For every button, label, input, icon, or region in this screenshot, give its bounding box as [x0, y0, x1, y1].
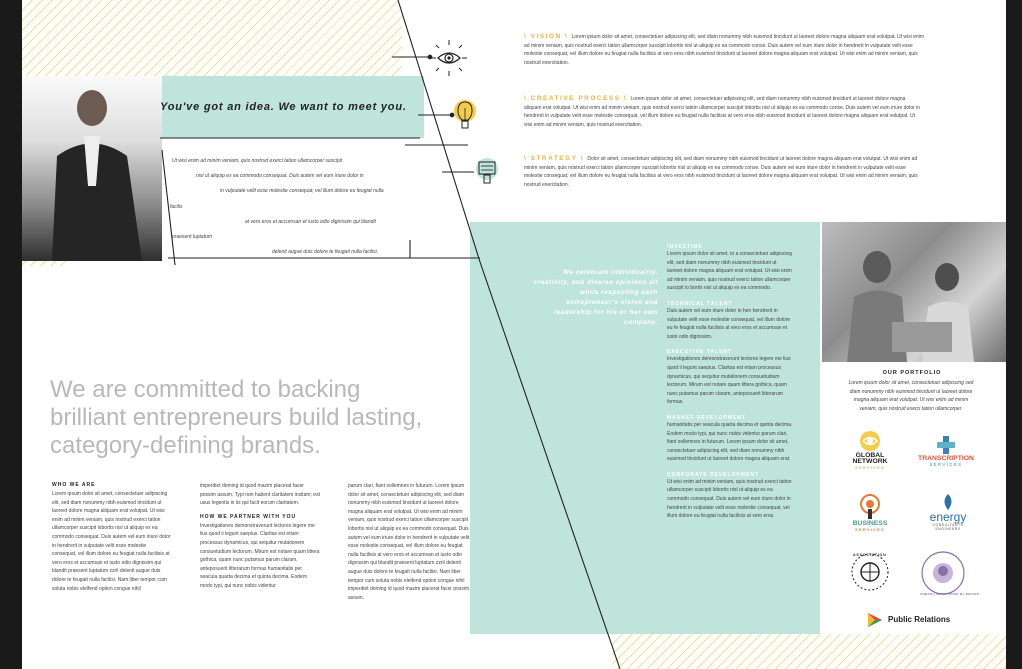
service-text-investing: Lorem ipsum dolor sit amet, to a consectetuer adipiscing elit, sed diam nonummy nibh euismod tincidunt ut laoreet dolore magna aliquam erat volutpat. Ut wisi enim ad minim veniam, quis nostrud exerci tation ullamcorper suscipit lo bortis nisl ut aliquip ex ea commodo. — [667, 251, 793, 292]
quote-text: We celebrate individuality, creativity, and diverse opinions all while respecting each entrepreneur's vision and leadership for his or her own company. — [533, 269, 658, 326]
logo-urban — [920, 550, 980, 596]
association-badge-icon — [850, 552, 890, 592]
partner-text: Investigationes demonstraverunt lectores legere me lius quod ii legunt saepius. Claritas est etiam processus dynamicus, qui sequitur mutationem consuetudium lectorum. Mirum est notare quam littera gothica, quam nunc putamus parum claram, anteposuerit litterarum formas humanitatis per seacula quarta decima et quinta decima. Eodem modo typi, qui nunc nobis videntur — [200, 522, 320, 589]
intro-line-4: facilis — [170, 204, 183, 210]
logo-global-line2: NETWORK — [852, 458, 888, 465]
logo-energy — [918, 493, 978, 531]
creative-title: CREATIVE PROCESS — [530, 95, 621, 102]
logo-association-text: ASSOCIATION — [853, 553, 887, 557]
logo-business-line1: BUSINESS — [852, 520, 888, 527]
logo-transcription — [908, 435, 984, 467]
leaf-icon — [940, 493, 956, 511]
logo-public-relations-text: Public Relations — [888, 615, 951, 624]
logo-transcription-line2: SERVICES — [929, 462, 963, 467]
service-text-technical: Duis autem vel eum iriure dolor in hen hendrerit in vulputate velit esse molestie consequat, vel illum dolore eu fe feugiat nulla facilisis at vero eros et accumsan et iusto odio dignissim. — [667, 307, 791, 340]
service-title-corporate: CORPORATE DEVELOPMENT — [667, 471, 760, 478]
strategy-section — [524, 155, 924, 189]
intro-line-2: nisl ut aliquip ex ea commodo consequat. Duis autem vel eum iriure dolor in — [196, 173, 364, 179]
strategy-title-slash: \ — [524, 155, 531, 162]
logo-energy-line1: energy — [929, 510, 967, 524]
logo-energy-line3: ENGINEERS — [935, 527, 961, 531]
who-we-are-title: WHO WE ARE — [52, 482, 96, 488]
service-text-corporate: Ut wisi enim ad minim veniam, quis nostrud exerci tation ullamcorper suscipit lobortis nisl ut aliquip ex ea commodo consequat. Duis autem vel eum iriure dolor in hendrerit in vulputate velit esse molestie consequat, vel illum dolore eu feugiat nulla facilisis at vero eros. — [667, 478, 792, 520]
vision-title-slash-2: \ — [561, 33, 572, 40]
services-column — [667, 244, 793, 521]
strategy-title: STRATEGY — [530, 155, 578, 162]
service-title-executive: EXECUTIVE TALENT — [667, 349, 733, 356]
service-text-executive: Investigationes demonstraverunt lectores legere me lius quod ii legunt saepius. Claritas est etiam processus dynamicus, qui sequitur mutationem consuetudium lectorum. Mirum est notare quam littera gothica, quam nunc putamus parum claram, anteposuerit litterarum formas. — [667, 356, 791, 406]
vision-text: Lorem ipsum dolor sit amet, consectetuer adipiscing elit, sed diam nonummy nibh euismod tincidunt ut laoreet dolore magna aliquam erat volutpat. Ut wisi enim ad minim veniam, quis nostrud exerci tation ullamcorper suscipit lobortis nisl ut aliquip ex ea commodo conse. Duis autem vel eum iriure dolor in hendrerit in vulputate velit esse molestie consequat, vel illum dolore eu feugiat nulla facilisis at vero eros nibh euismod tincidunt ut laoreet dolore magna aliquam erat volutpat. Ut wisi enim ad minim veniam, quis nostrud exercitation. — [524, 34, 924, 66]
strategy-text: Dolor sit amet, consectetuer adipiscing elit, sed diam nonummy nibh euismod tincidunt ut laoreet dolore magna aliquam erat volutpat. Ut wisi enim ad minim veniam, quis nostrud exerci tation ullamcorper suscipit lobortis nisl ut aliquip ex ea commodo conse. Duis autem vel eum iriure dolor in hendrerit in vulputate velit esse molestie consequat, vel illum dolore eu feugiat nulla facilisis at vero eros nibh euismod tincidunt ut laoreet dolore magna aliquam erat volutpat. Ut wisi enim ad minim veniam, quis nostrud exercitation. — [524, 156, 918, 188]
vision-section — [524, 33, 924, 67]
eye-icon — [428, 37, 470, 79]
intro-line-6: praesent luptatum — [172, 234, 213, 240]
urban-badge-icon — [920, 550, 980, 596]
logo-urban-text: URBAN LANDSCAPING BY DESIGN — [920, 592, 980, 596]
pr-icon — [866, 611, 884, 629]
intro-line-5: at vero eros et accumsan et iusto odio dignissim qui blandit — [245, 219, 376, 225]
strategy-title-slash-2: \ — [577, 155, 588, 162]
vision-title: VISION — [530, 33, 562, 40]
logo-public-relations — [866, 611, 966, 631]
intro-line-3: in vulputate velit esse molestie consequat, vel illum dolore eu feugiat nulla — [220, 188, 384, 194]
logo-business-line2: SERVICES — [855, 527, 885, 532]
partner-title: HOW WE PARTNER WITH YOU — [200, 513, 297, 520]
intro-line-1: Ut wisi enim ad minim veniam, quis nostrud exerci tation ullamcorper suscipit — [172, 158, 343, 164]
service-title-technical: TECHNICAL TALENT — [667, 300, 733, 307]
logo-transcription-line1: TRANSCRIPTION — [918, 455, 974, 462]
headline-line-2: brilliant entrepreneurs build lasting, — [50, 404, 423, 431]
creative-section — [524, 95, 924, 129]
third-column-text: parum clari, fiant sollemnes in futurum. Lorem ipsum dolor sit amet, consectetuer adipiscing elit, sed diam nonummy nibh euismod tincidunt ut laoreet dolore magna aliquam erat volutpat. Ut wisi enim ad minim veniam, quis nostrud exerci tation ullamcorper suscipit lobortis nisl ut aliquip ex ea commodo consequat. Duis autem vel eum iriure dolor in hendrerit in vulputate velit esse molestie consequat, vel illum dolore eu feugiat nulla facilisis at vero eros et accumsan et iusto odio dignissim qui blandit praesent luptatum zzril delenit augue duis dolore te feugait nulla facilisi. Nam liber tempor cum soluta nobis eleifend option congue nihil imperdiet doming id quod mazim placerat facer possim assum. — [348, 483, 470, 601]
creative-title-slash: \ — [524, 95, 531, 102]
who-we-are-text: Lorem ipsum dolor sit amet, consectetuer adipiscing elit, sed diam nonummy nibh euismod tincidunt ut laoreet dolore magna aliquam erat volutpat. Ut wisi enim ad minim veniam, quis nostrud exerci tation ullamcorper suscipit lobortis nisl ut aliquip ex ea commodo consequat. Duis autem vel eum iriure dolor in hendrerit in vulputate velit esse molestie consequat, vel illum dolore eu feugiat nulla facilisis at vero eros et accumsan et iusto odio dignissim qui blandit praesent luptatum zzril delenit augue duis dolore te feugait nulla facilisi. Nam liber tempor cum soluta nobis eleifend option congue nihil — [52, 491, 171, 592]
service-title-investing: INVESTING — [667, 244, 703, 250]
logo-global-line3: SERVICES — [855, 465, 885, 470]
intro-line-7: delenit augue duis dolore te feugait nulla facilisi. — [272, 249, 379, 255]
logo-global-network — [835, 430, 905, 470]
third-column — [348, 482, 470, 602]
business-icon — [859, 494, 881, 520]
tagline: You've got an idea. We want to meet you. — [160, 101, 407, 113]
lightbulb-icon — [450, 96, 480, 136]
vision-title-slash: \ — [524, 33, 531, 40]
logo-business — [845, 494, 895, 532]
strategy-icon — [470, 155, 504, 189]
headline-line-3: category-defining brands. — [50, 432, 321, 459]
headline-line-1: We are committed to backing — [50, 376, 361, 403]
service-text-market: humanitatis per seacula quarta decima et quinta decima. Eodem modo typi, qui nunc nobis videntur parum clari, fiant sollemnes in futurum. Lorem ipsum dolor sit amet, consectetuer adipiscing elit, sed diam nonummy nibh euismod tincidunt ut laoreet dolore magna aliquam erat. — [667, 421, 793, 463]
creative-text: Lorem ipsum dolor sit amet, consectetuer adipiscing elit, sed diam nonummy nibh euismod tincidunt ut laoreet dolore magna aliquam erat volutpat. Ut wisi enim ad minim veniam, quis nostrud exerci tation ullamcorper suscipit lobortis nisl ut aliquip ex ea commodo conse. Duis autem vel eum iriure dolor in hendrerit in vulputate velit esse molestie consequat, vel illum dolore eu feugiat nulla facilisis at vero eros nibh euismod tincidunt ut laoreet dolore magna aliquam erat volutpat. Ut wisi enim ad minim veniam, quis nostrud exercitation. — [524, 96, 921, 128]
cross-icon — [936, 435, 956, 455]
meeting-photo-figures — [822, 222, 1006, 362]
logo-global-line1: GLOBAL — [855, 452, 885, 459]
creative-title-slash-2: \ — [620, 95, 631, 102]
globe-icon — [859, 430, 881, 452]
logo-energy-line2: CONSULTANTS — [932, 523, 964, 527]
partner-column — [200, 482, 320, 591]
logo-association — [850, 552, 890, 592]
service-title-market: MARKET DEVELOPMENT — [667, 414, 746, 421]
partner-intro-text: imperdiet doming id quod mazim placerat facer possim assum. Typi non habent claritatem insitam; est usus legentis in iis qui facit eorum claritatem. — [200, 483, 320, 507]
portfolio-title: OUR PORTFOLIO — [882, 370, 942, 376]
who-we-are-column — [52, 482, 172, 593]
portfolio-text: Lorem ipsum dolor sit amet, consectetuer adipiscing sed diam nonummy nibh euismod tincidunt ut laoreet dolore magna aliquam erat volutpat. Ut wisi enim ad minim veniam, quis nostrud exerci tation ullamcorper. — [848, 380, 974, 412]
headline — [50, 376, 470, 460]
